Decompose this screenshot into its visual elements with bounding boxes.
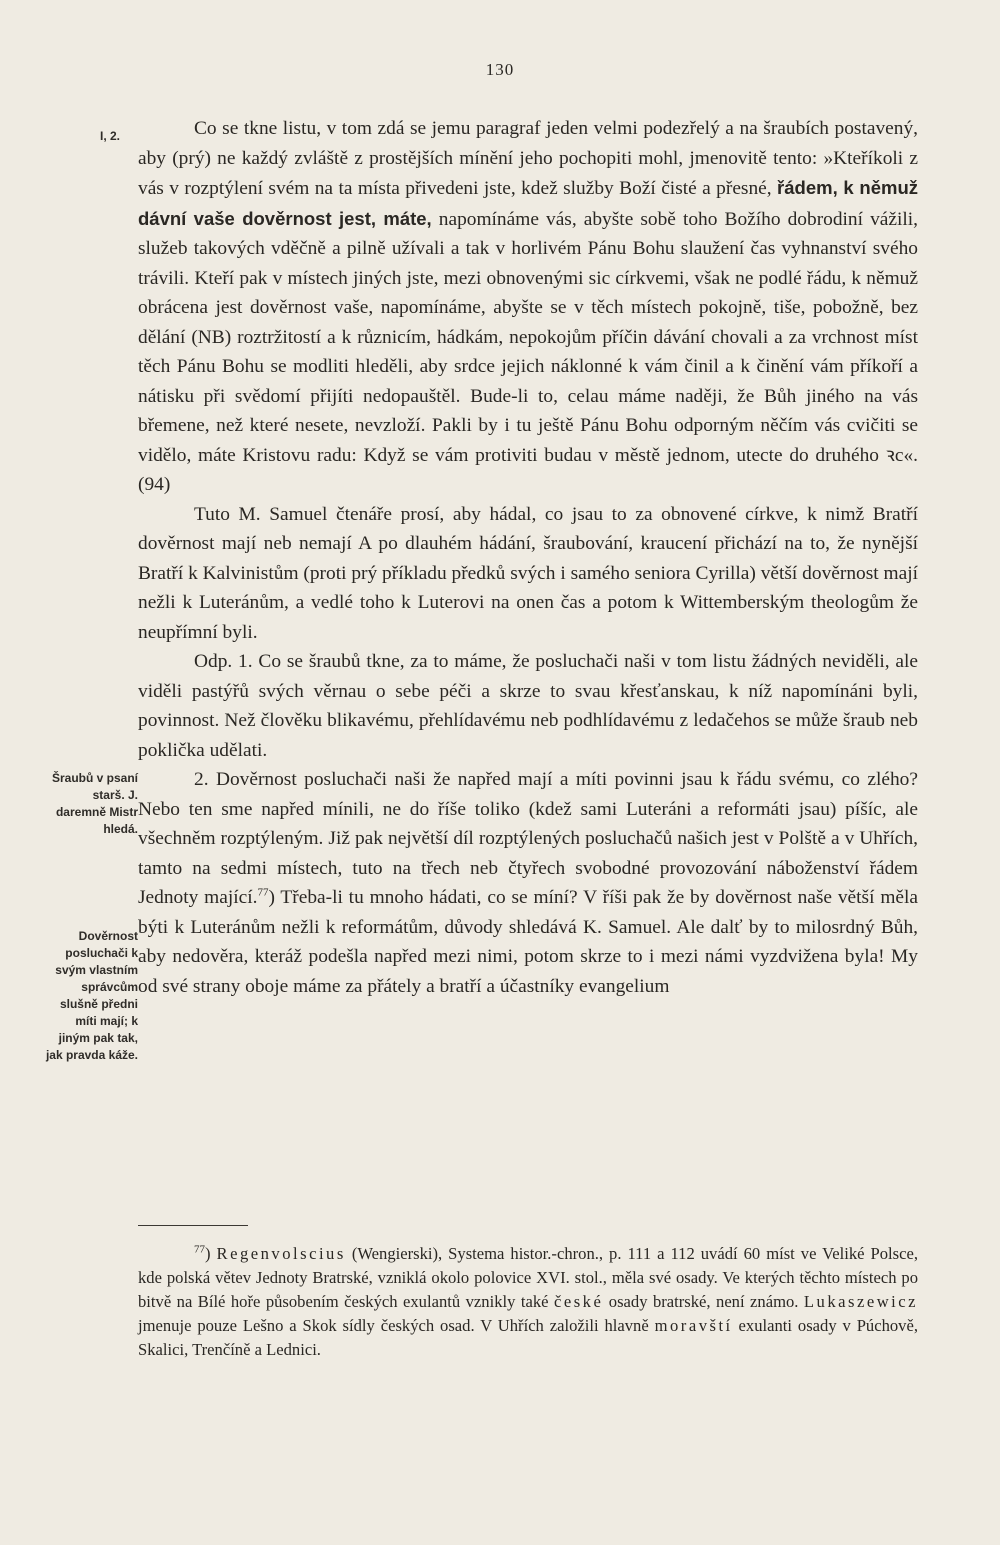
footnote-author: Regenvolscius (216, 1244, 346, 1263)
paragraph-1 (138, 114, 918, 500)
footnote-rule (138, 1225, 248, 1226)
footnote-emphasis-ceske: české (553, 1292, 604, 1311)
paragraph-1-part-c: napomínáme vás, abyšte sobě toho Božího dobrodiní vážili, služeb takových vděčně a pilně užívali a tak v horlivém Pánu Bohu slaužení čas vyhnanství svého trávili. Kteří pak v místech jiných jste, mezi obnovenými sic církvemi, však ne podlé řádu, k němuž obrácena jest dověrnost vaše, napomínáme, abyšte se v těch místech pokojně, tiše, pobožně, bez dělání (NB) roztržitostí a k různicím, hádkám, nepokojům příčin dávání chovali a za vrchnost míst těch Pánu Bohu se modliti hleděli, aby srdce jejich náklonné k vám činil a k činění vám příkoří a nátisku při svědomí přijíti nedopauštěl. Bude-li to, celau máme naději, že Bůh jiného na vás břemene, než které nesete, nevzloží. Pakli by i tu ještě Pánu Bohu odporným něčím vás cvičiti se vidělo, máte Kristovu radu: Když se vám protiviti budau v městě jednom, utecte do druhého ꝛc«. (94) (138, 208, 918, 495)
paragraph-4-part-b: ) Třeba-li tu mnoho hádati, co se míní? V říši pak že by dověrnost naše větší měla býti k Luteránům nežli k reformátům, důvody shledává K. Samuel. Ale dalť by to milosrdný Bůh, aby nedověra, kteráž podešla napřed mezi nimi, potom skrze to i mezi námi vyzdvižena byla! My od své strany oboje máme za přátely a bratří a účastníky evangelium (138, 887, 919, 997)
paragraph-3: Odp. 1. Co se šraubů tkne, za to máme, že posluchači naši v tom listu žádných neviděli, ale viděli pastýřů svých věrnau o sebe péči a skrze to svau křesťanskau, k níž napomínáni byli, povinnost. Než člověku blikavému, přehlídavému neb podhlídavému z ledačehos se může šraub neb poklička udělati. (138, 651, 918, 761)
emphasis-text: řádem, k němuž dávní vaše dověrnost jest, máte, (138, 177, 919, 229)
footnote-mark: 77 (194, 1243, 205, 1256)
paragraph-1-part-a: Co se tkne listu, v tom zdá se jemu paragraf jeden velmi podezřelý a na šraubích postavený, aby (prý) ne každý zvláště z prostějších mínění jeho pochopiti mohl, jmenovitě tento: »Kteříkoli z vás v rozptýlení svém na ta místa přivedeni jste, kdež služby Boží čisté a přesné, (138, 118, 918, 199)
paragraph-2: Tuto M. Samuel čtenáře prosí, aby hádal, co jsau to za obnovené církve, k nimž Bratří dověrnost mají neb nemají A po dlauhém hádání, šraubování, kraucení přichází na to, že nynější Bratří k Kalvinistům (proti prý příkladu předků svých i samého seniora Cyrilla) větší dověrnost mají nežli k Luteránům, a vedlé toho k Luterovi na onen čas a potom k Wittemberským theologům že neupřímní byli. (138, 503, 918, 643)
footnote-author-2: Lukaszewicz (803, 1292, 919, 1311)
paragraph-4-part-a: 2. Dověrnost posluchači naši že napřed mají a míti povinni jsau k řádu svému, co zlého? Nebo ten sme napřed mínili, ne do říše toliko (kdež sami Luteráni a reformáti jsau) píšíc, ale všechněm rozptýleným. Již pak největší díl rozptýlených posluchačů našich jest v Polště a v Uhřích, tamto na sedmi místech, tuto na třech neb čtyřech svobodné provozování náboženství řádem Jednoty mající. (138, 769, 918, 908)
marginal-note-sraub: Šraubů v psaní starš. J. daremně Mistr hledá. (51, 771, 138, 836)
footnote-reference: 77 (257, 886, 269, 899)
paragraph-4 (138, 765, 918, 1001)
footnote-text-1: (Wengierski), Systema histor.-chron., p. 111 a 112 uvádí 60 míst ve Veliké Polsce, kde polská větev Jednoty Bratrské, vzniklá okolo polovice XVI. stol., měla své osady. Ve kterých těchto místech po bitvě na Bílé hoře působením českých exulantů vznikly také (138, 1244, 918, 1311)
footnote-emphasis-moravsti: moravští (654, 1316, 733, 1335)
footnote-text-2: osady bratrské, není známo. (603, 1292, 804, 1311)
marginal-reference: I, 2. (99, 129, 120, 143)
page-number: 130 (485, 60, 515, 79)
footnote-text-4: exulanti osady v Púchově, Skalici, Trenčíně a Lednici. (138, 1316, 918, 1359)
marginal-note-dovernost: Dověrnost posluchači k svým vlastním správcům slušně předni míti mají; k jiným pak tak, jak pravda káže. (45, 929, 138, 1062)
footnote-text-3: jmenuje pouze Lešno a Skok sídly českých osad. V Uhřích založili hlavně (138, 1316, 655, 1335)
main-text (138, 114, 918, 1001)
footnote: $^{77}$) Regenvolscius (Wengierski), Systema histor.-chron., p. 111 a 112 uvádí 60 míst ve Veliké Polsce, kde polská větev Jednoty Bratrské, vzniklá okolo polovice XVI. stol., měla své osady. Ve kterých těchto místech po bitvě na Bílé hoře působením českých exulantů vznikly také české osady bratrské, není známo. Lukaszewicz jmenuje pouze Lešno a Skok sídly českých osad. V Uhřích založili hlavně moravští exulanti osady v Púchově, Skalici, Trenčíně a Lednici. (138, 1243, 919, 1359)
